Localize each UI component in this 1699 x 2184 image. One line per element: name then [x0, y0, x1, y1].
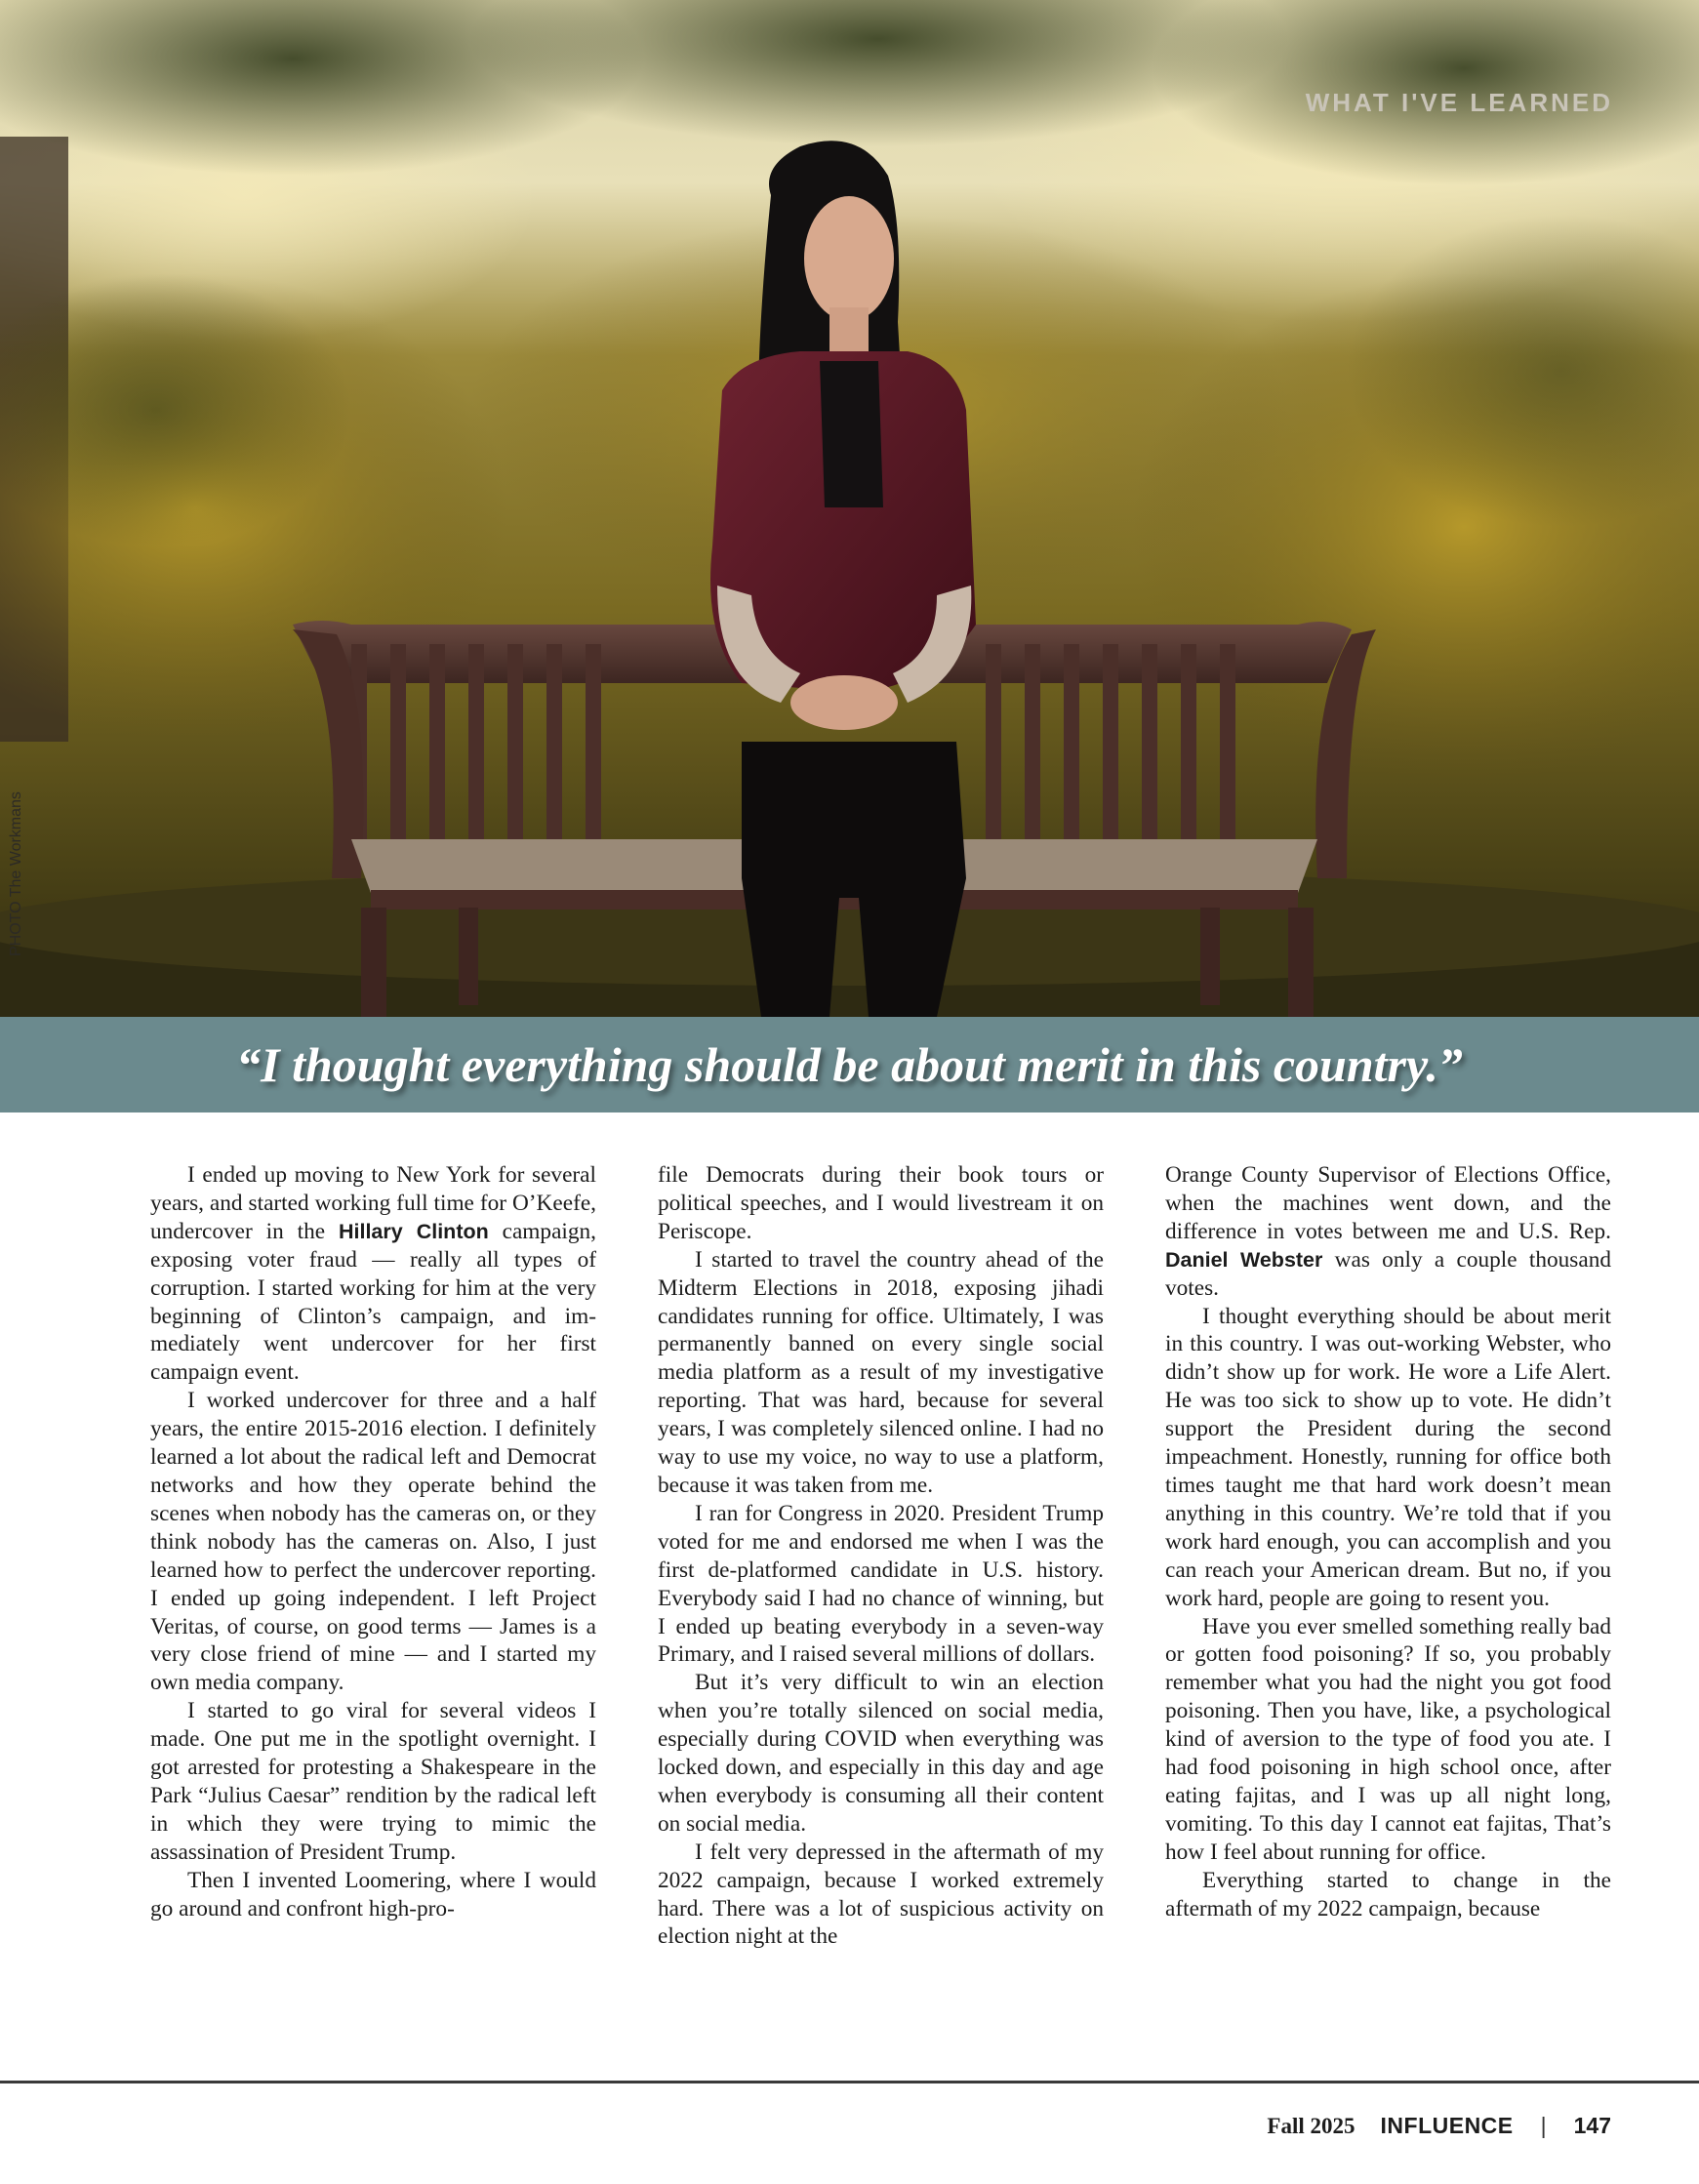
paragraph: I ended up moving to New York for several years, and started working full time for O’Keefe, undercover in the Hillary Clinton campaign, exposing voter fraud — really all types of corruption. I started working for him at the very beginning of Clinton’s campaign, and immediately went undercover for her first campaign event.: [150, 1162, 596, 1386]
magazine-name: INFLUENCE: [1380, 2113, 1514, 2138]
paragraph: I thought everything should be about merit in this country. I was out-working Webster, who didn’t show up for work. He wore a Life Alert. He was too sick to show up to vote. He didn’t support the President during the second impeachment. Honestly, running for office both times taught me that hard work doesn’t mean anything in this country. We’re told that if you work hard enough, you can accomplish and you can reach your American dream. But no, if you work hard, people are going to resent you.: [1165, 1303, 1611, 1611]
portrait-illustration: [0, 0, 1699, 1017]
paragraph: Have you ever smelled something really bad or gotten food poisoning? If so, you probably remember what you had the night you got food poisoning. Then you have, like, a psychological kind of aversion to the type of food you ate. I had food poisoning in high school once, after eating fajitas, and I was up all night long, vomiting. To this day I cannot eat fajitas, That’s how I feel about running for office.: [1165, 1613, 1611, 1865]
paragraph: Orange County Supervisor of Elections Office, when the machines went down, and the difference in votes between me and U.S. Rep. Daniel Webster was only a couple thousand votes.: [1165, 1162, 1611, 1301]
paragraph: But it’s very difficult to win an election when you’re totally silenced on social media, especially during COVID when everything was locked down, and especially in this day and age when everybody is consuming all their content on social media.: [658, 1670, 1104, 1837]
pull-quote-band: [0, 1017, 1699, 1112]
paragraph: file Democrats during their book tours or political speeches, and I would livestream it on Periscope.: [658, 1162, 1104, 1244]
pull-quote: “I thought everything should be about merit in this country.”: [236, 1037, 1463, 1092]
article-column-1: [150, 1161, 596, 1922]
article-body: [150, 1161, 1611, 2040]
paragraph: Everything started to change in the aftermath of my 2022 campaign, because: [1165, 1867, 1611, 1921]
issue-season: Fall 2025: [1267, 2114, 1355, 2138]
paragraph: Then I invented Loomering, where I would go around and confront high-pro-: [150, 1867, 596, 1921]
paragraph: I started to travel the country ahead of the Midterm Elections in 2018, exposing jihadi candidates running for office. Ultimately, I was permanently banned on every single social media platform as a result of my investigative reporting. That was hard, because for several years, I was completely silenced online. I had no way to use my voice, no way to use a platform, because it was taken from me.: [658, 1246, 1104, 1498]
paragraph: I ran for Congress in 2020. President Trump voted for me and endorsed me when I was the first de-platformed candidate in U.S. history. Everybody said I had no chance of winning, but I ended up beating everybody in a seven-way Primary, and I raised several millions of dollars.: [658, 1500, 1104, 1668]
article-column-2: [658, 1161, 1104, 1951]
person-name: Daniel Webster: [1165, 1247, 1323, 1272]
paragraph: I worked undercover for three and a half years, the entire 2015-2016 election. I definitely learned a lot about the radical left and Democrat networks and how they operate behind the scenes when nobody has the cameras on, or they think nobody has the cameras on. Also, I just learned how to perfect the undercover reporting. I ended up going independent. I left Project Veritas, of course, on good terms — James is a very close friend of mine — and I started my own media company.: [150, 1388, 596, 1696]
paragraph: I felt very depressed in the aftermath of my 2022 campaign, because I worked extremely hard. There was a lot of suspicious activity on election night at the: [658, 1839, 1104, 1950]
footer-separator: |: [1540, 2113, 1547, 2138]
article-column-3: [1165, 1161, 1611, 1922]
person-name: Hillary Clinton: [338, 1219, 489, 1243]
paragraph: I started to go viral for several videos I made. One put me in the spotlight overnight. I got arrested for protesting a Shakespeare in the Park “Julius Caesar” rendition by the radical left in which they were trying to mimic the assassination of President Trump.: [150, 1698, 596, 1865]
hero-photo: [0, 0, 1699, 1017]
page-number: 147: [1573, 2113, 1611, 2138]
page-footer: [1267, 2113, 1611, 2139]
photo-credit: PHOTO The Workmans: [8, 791, 24, 956]
section-label: WHAT I'VE LEARNED: [1305, 88, 1613, 117]
footer-rule: [0, 2081, 1699, 2083]
